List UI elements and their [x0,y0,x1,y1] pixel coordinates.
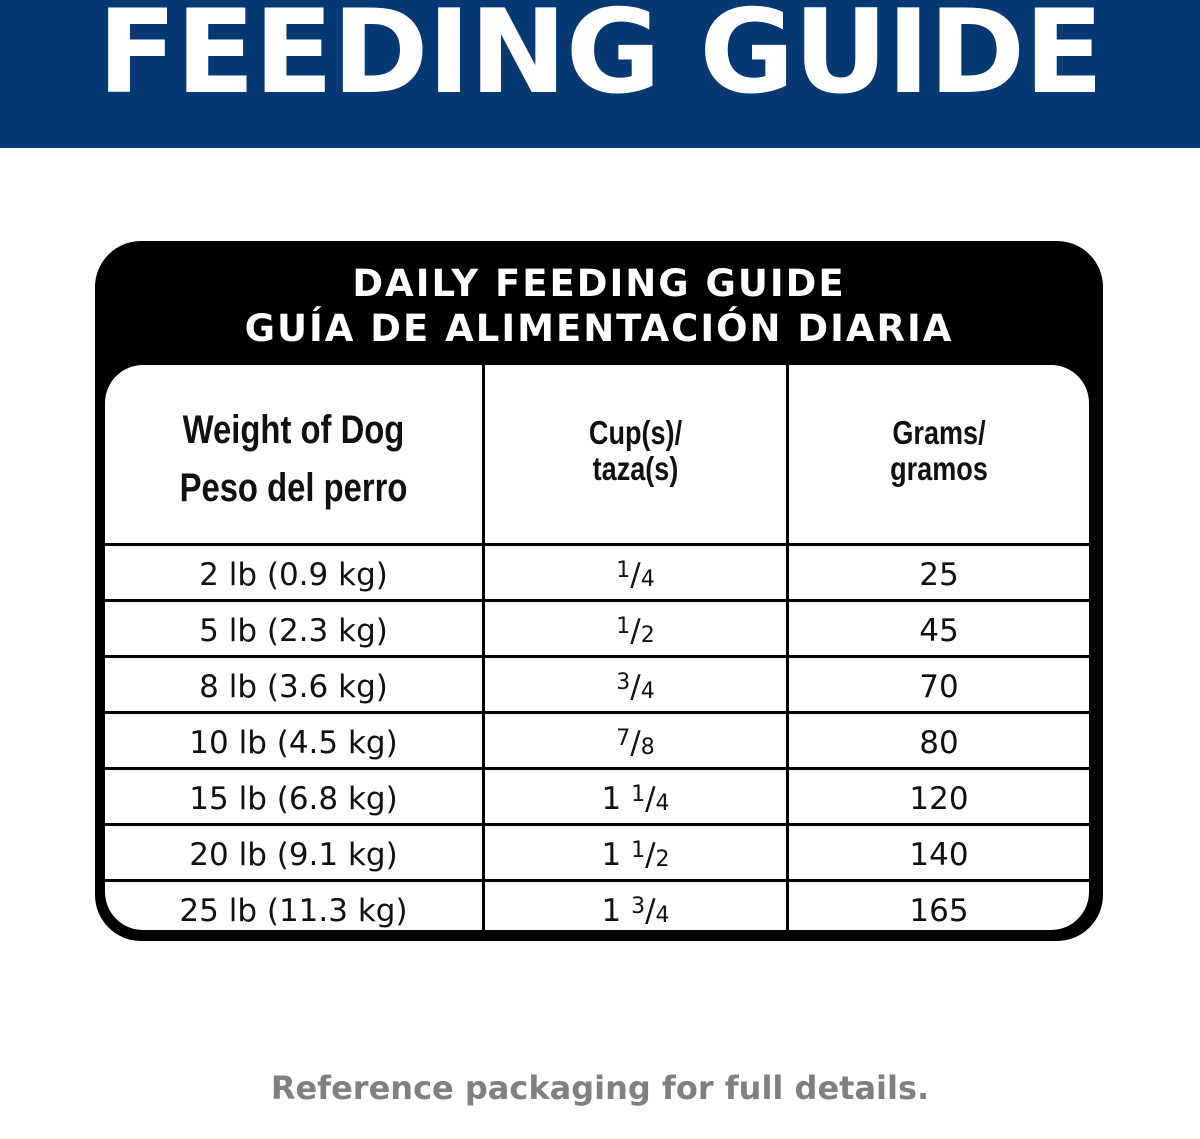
cups-denominator: 4 [655,791,670,816]
cell-weight: 10 lb (4.5 kg) [189,725,398,761]
cell-weight: 15 lb (6.8 kg) [189,781,398,817]
cups-numerator: 7 [616,726,631,751]
cell-weight: 20 lb (9.1 kg) [189,837,398,873]
cups-numerator: 1 [631,782,646,807]
table-title-english: DAILY FEEDING GUIDE [352,262,846,305]
cups-numerator: 3 [616,670,631,695]
cups-denominator: 2 [655,847,670,872]
cups-denominator: 4 [655,903,670,928]
cell-grams: 25 [919,557,959,593]
header-grams-english: Grams/ [892,414,986,451]
cell-grams: 70 [919,669,959,705]
cell-weight: 8 lb (3.6 kg) [199,669,388,705]
header-cups [512,415,759,487]
header-weight-spanish: Peso del perro [179,466,408,510]
cell-cups: $^1/_2$ [616,613,655,649]
cups-denominator: 4 [640,679,655,704]
cell-grams: 120 [909,781,969,817]
cups-denominator: 2 [640,623,655,648]
feeding-guide-table [95,241,1103,941]
cell-weight: 5 lb (2.3 kg) [199,613,388,649]
cell-cups: 1 $^3/_4$ [601,893,670,929]
cups-numerator: 1 [616,614,631,639]
cups-denominator: 8 [640,735,655,760]
header-banner [0,0,1200,148]
cell-grams: 140 [909,837,969,873]
header-weight-english: Weight of Dog [182,408,405,452]
row-divider [105,543,1089,546]
cups-whole: 1 [601,781,632,817]
cell-weight: 25 lb (11.3 kg) [179,893,408,929]
header-weight [139,401,448,517]
footer-note: Reference packaging for full details. [270,1069,930,1107]
table-body [105,365,1089,930]
cell-grams: 80 [919,725,959,761]
header-grams [816,415,1062,487]
cell-cups: $^3/_4$ [616,669,655,705]
header-cups-english: Cup(s)/ [588,414,683,451]
row-divider [105,879,1089,882]
row-divider [105,823,1089,826]
cups-denominator: 4 [640,567,655,592]
header-grams-spanish: gramos [890,450,988,487]
cups-numerator: 3 [631,894,646,919]
cups-numerator: 1 [631,838,646,863]
cups-numerator: 1 [616,558,631,583]
table-title [95,261,1103,351]
cups-whole: 1 [601,893,632,929]
row-divider [105,599,1089,602]
row-divider [105,655,1089,658]
cell-cups: $^7/_8$ [616,725,655,761]
row-divider [105,767,1089,770]
page-title: FEEDING GUIDE [97,0,1103,120]
cell-cups: $^1/_4$ [616,557,655,593]
cell-cups: 1 $^1/_2$ [601,837,670,873]
cell-weight: 2 lb (0.9 kg) [199,557,388,593]
table-title-spanish: GUÍA DE ALIMENTACIÓN DIARIA [244,307,954,350]
row-divider [105,711,1089,714]
cell-grams: 165 [909,893,969,929]
cell-cups: 1 $^1/_4$ [601,781,670,817]
cups-whole: 1 [601,837,632,873]
header-cups-spanish: taza(s) [592,450,679,487]
cell-grams: 45 [919,613,959,649]
